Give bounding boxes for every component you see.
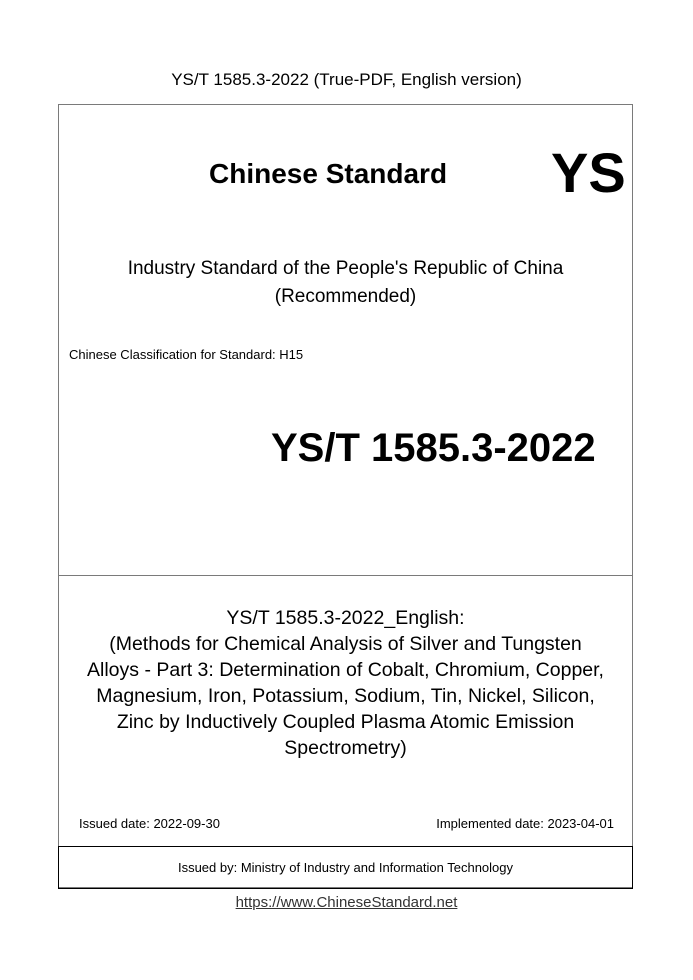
footer — [0, 894, 693, 912]
description-line: (Methods for Chemical Analysis of Silver and Tungsten — [109, 633, 582, 655]
issued-date: Issued date: 2022-09-30 — [79, 816, 220, 831]
brand-code: YS — [551, 141, 626, 204]
brand-title: Chinese Standard — [209, 158, 448, 189]
classification-text: Chinese Classification for Standard: H15 — [69, 347, 304, 362]
description-line: Alloys - Part 3: Determination of Cobalt, Chromium, Copper, — [87, 659, 604, 681]
description-line: Magnesium, Iron, Potassium, Sodium, Tin, Nickel, Silicon, — [96, 685, 595, 707]
standard-number: YS/T 1585.3-2022 — [271, 426, 596, 470]
issuer-text: Issued by: Ministry of Industry and Information Technology — [177, 860, 514, 875]
standard-description — [59, 605, 632, 761]
subtitle-line-2: (Recommended) — [274, 286, 417, 307]
description-line: YS/T 1585.3-2022_English: — [226, 607, 465, 629]
standard-subtitle — [59, 255, 632, 311]
issuer-box — [58, 846, 633, 889]
description-line: Spectrometry) — [284, 737, 407, 759]
cover-frame — [58, 104, 633, 888]
implemented-date: Implemented date: 2023-04-01 — [436, 816, 614, 831]
website-link[interactable]: https://www.ChineseStandard.net — [235, 894, 458, 911]
document-header-title: YS/T 1585.3-2022 (True-PDF, English version) — [171, 70, 522, 89]
subtitle-line-1: Industry Standard of the People's Republic of China — [127, 258, 564, 279]
cover-top-section — [59, 105, 632, 576]
description-line: Zinc by Inductively Coupled Plasma Atomic Emission — [116, 711, 575, 733]
